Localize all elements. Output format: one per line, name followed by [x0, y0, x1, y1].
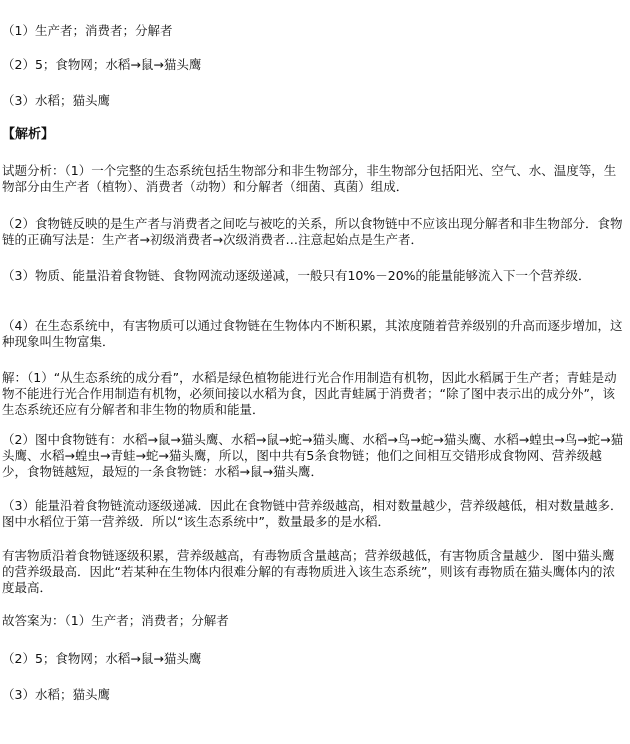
analysis-paragraph-3: （3）物质、能量沿着食物链、食物网流动逐级递减，一般只有10%－20%的能量能够流入下一个营养级． — [2, 268, 591, 283]
solution-paragraph-4: 有害物质沿着食物链逐级积累，营养级越高，有毒物质含量越高；营养级越低，有害物质含量越少．图中猫头鹰的营养级最高．因此“若某种在生物体内很难分解的有毒物质进入该生态系统”，则该有毒物质在猫头鹰体内的浓度最高． — [2, 548, 615, 595]
answer-2: （2）5；食物网；水稻→鼠→猫头鹰 — [2, 57, 202, 72]
analysis-paragraph-4: （4）在生态系统中，有害物质可以通过食物链在生物体内不断积累，其浓度随着营养级别的升高而逐步增加，这种现象叫生物富集． — [2, 318, 623, 349]
analysis-paragraph-2: （2）食物链反映的是生产者与消费者之间吃与被吃的关系，所以食物链中不应该出现分解者和非生物部分．食物链的正确写法是：生产者→初级消费者→次级消费者…注意起始点是生产者． — [2, 216, 623, 247]
answer-3: （3）水稻；猫头鹰 — [2, 93, 110, 108]
solution-paragraph-1: 解：（1）“从生态系统的成分看”，水稻是绿色植物能进行光合作用制造有机物，因此水稻属于生产者；青蛙是动物不能进行光合作用制造有机物，必须间接以水稻为食，因此青蛙属于消费者；“除了图中表示出的成分外”，该生态系统还应有分解者和非生物的物质和能量． — [2, 370, 617, 417]
answer-1: （1）生产者；消费者；分解者 — [2, 23, 173, 38]
analysis-paragraph-1: 试题分析：（1）一个完整的生态系统包括生物部分和非生物部分，非生物部分包括阳光、空气、水、温度等，生物部分由生产者（植物）、消费者（动物）和分解者（细菌、真菌）组成． — [2, 163, 617, 194]
solution-paragraph-3: （3）能量沿着食物链流动逐级递减．因此在食物链中营养级越高，相对数量越少，营养级越低，相对数量越多．图中水稻位于第一营养级．所以“该生态系统中”，数量最多的是水稻． — [2, 498, 623, 529]
analysis-heading: 【解析】 — [2, 127, 55, 142]
final-answer-label: 故答案为：（1）生产者；消费者；分解者 — [2, 613, 229, 628]
final-answer-3: （3）水稻；猫头鹰 — [2, 687, 110, 702]
final-answer-2: （2）5；食物网；水稻→鼠→猫头鹰 — [2, 651, 202, 666]
solution-paragraph-2: （2）图中食物链有：水稻→鼠→猫头鹰、水稻→鼠→蛇→猫头鹰、水稻→鸟→蛇→猫头鹰、水稻→蝗虫→鸟→蛇→猫头鹰、水稻→蝗虫→青蛙→蛇→猫头鹰，所以，图中共有5条食物链；他们之间相互交错形成食物网、营养级越少，食物链越短，最短的一条食物链：水稻→鼠→猫头鹰． — [2, 432, 624, 479]
